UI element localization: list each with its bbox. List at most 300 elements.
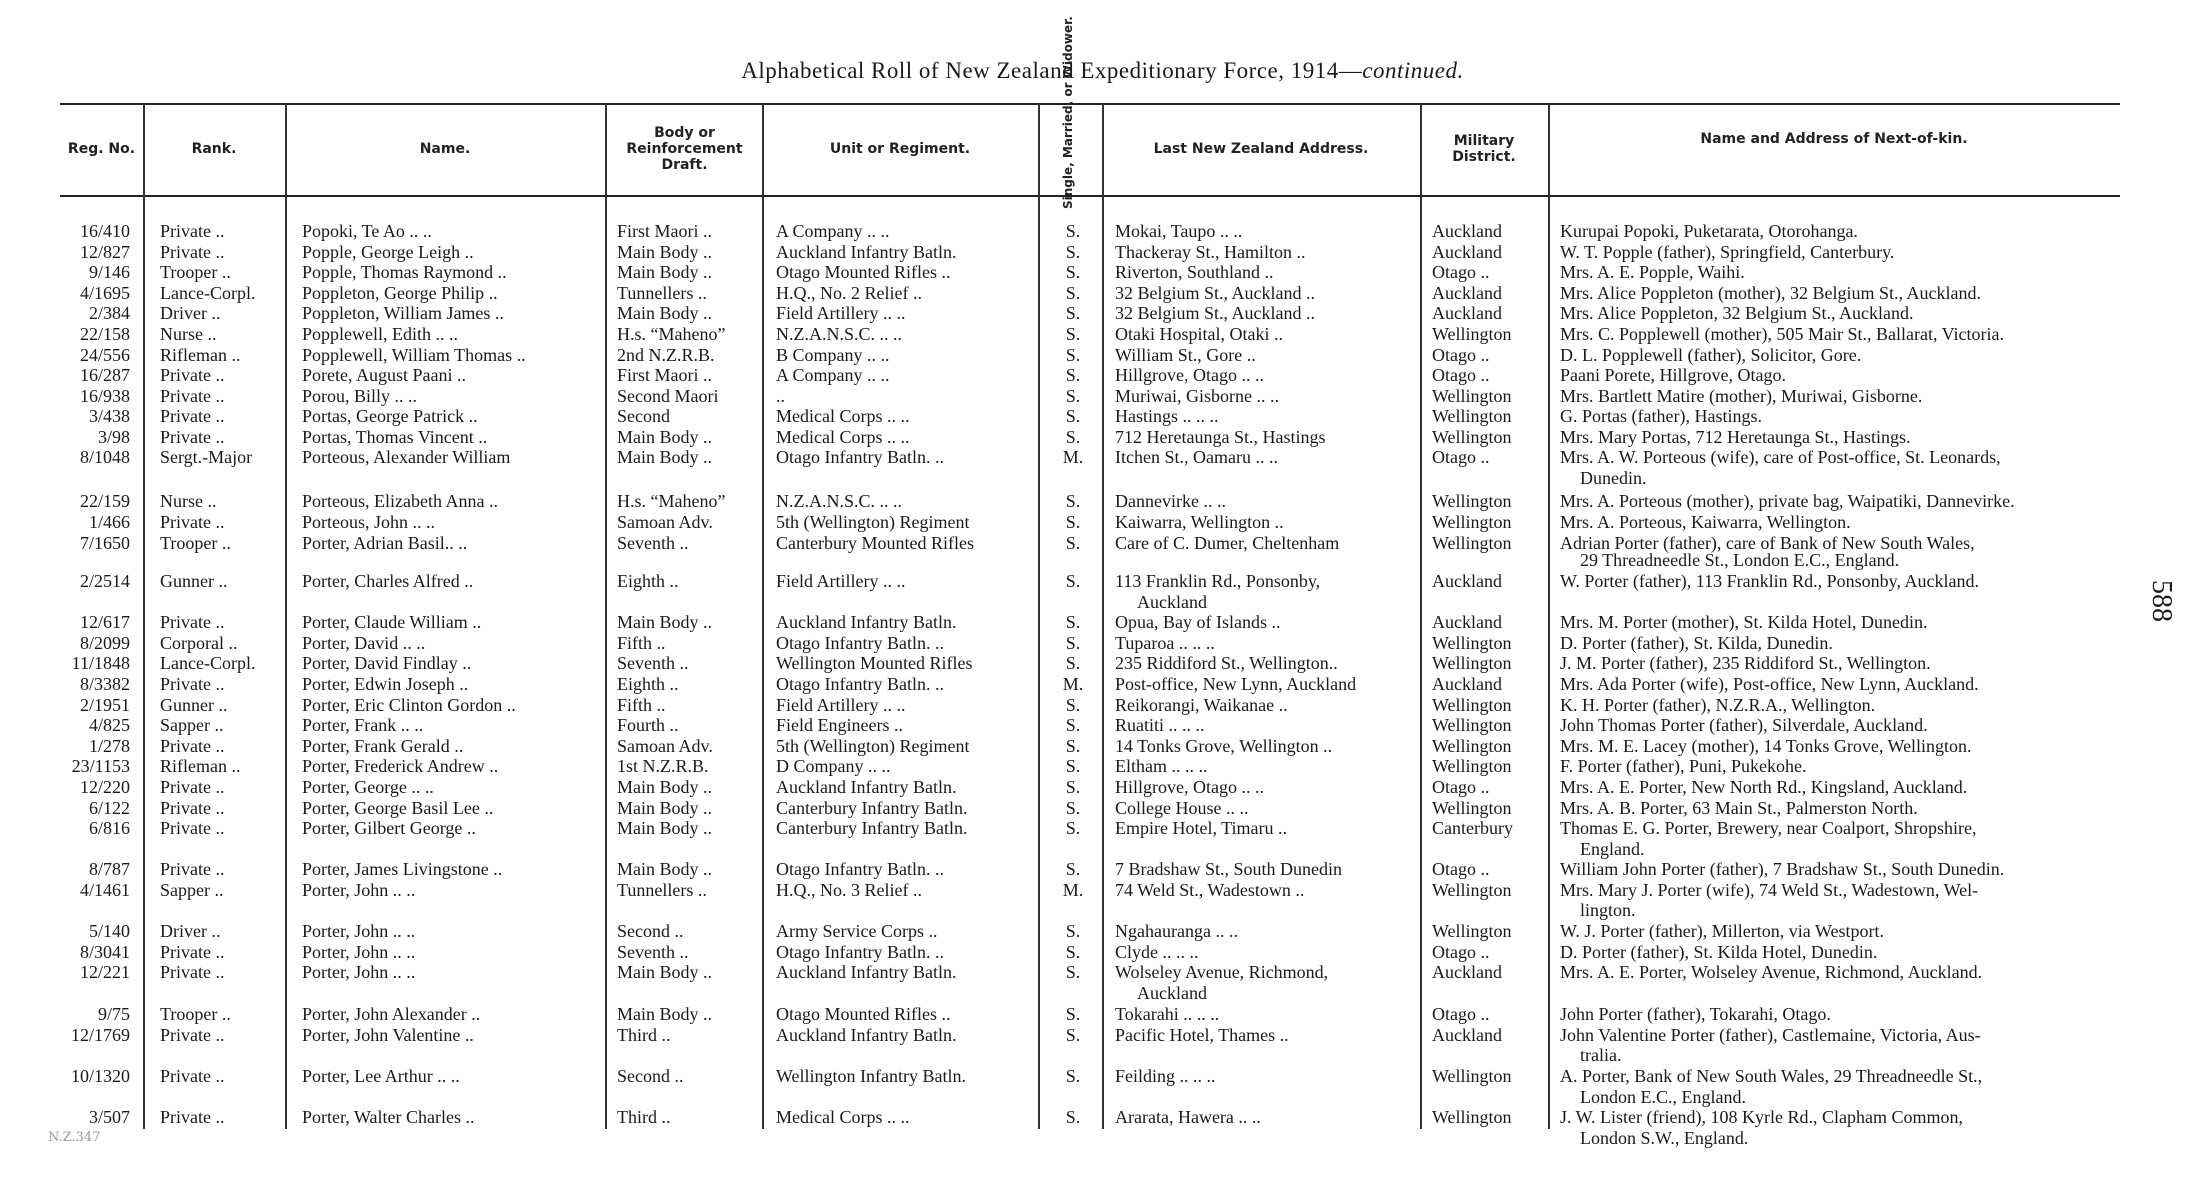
- cell-rank: Lance-Corpl.: [160, 653, 256, 673]
- cell-reg: 1/278: [88, 736, 130, 756]
- cell-rank: Rifleman ..: [160, 756, 241, 776]
- cell-unit: D Company .. ..: [776, 756, 891, 776]
- page-number: 588: [2146, 580, 2177, 622]
- cell-unit: Otago Mounted Rifles ..: [776, 1004, 951, 1024]
- cell-unit: Otago Infantry Batln. ..: [776, 942, 944, 962]
- cell-status: S.: [1065, 345, 1081, 365]
- cell-status: S.: [1065, 571, 1081, 591]
- cell-unit: H.Q., No. 2 Relief ..: [776, 283, 922, 303]
- cell-body: Fourth ..: [617, 715, 679, 735]
- cell-addr: Care of C. Dumer, Cheltenham: [1115, 533, 1340, 553]
- table-row: [0, 365, 2205, 385]
- cell-status: S.: [1065, 1025, 1081, 1045]
- cell-status: S.: [1065, 633, 1081, 653]
- cell-unit: Auckland Infantry Batln.: [776, 1025, 957, 1045]
- cell-body: H.s. “Maheno”: [617, 324, 726, 344]
- cell-addr: Eltham .. .. ..: [1115, 756, 1208, 776]
- cell-addr: Dannevirke .. ..: [1115, 491, 1226, 511]
- table-row: [0, 756, 2205, 776]
- cell-reg: 1/466: [88, 512, 130, 532]
- cell-name: Porteous, Elizabeth Anna ..: [302, 491, 498, 511]
- cell-mil: Wellington: [1432, 695, 1512, 715]
- cell-name: Popplewell, William Thomas ..: [302, 345, 526, 365]
- cell-addr: Otaki Hospital, Otaki ..: [1115, 324, 1283, 344]
- cell-addr: Tuparoa .. .. ..: [1115, 633, 1215, 653]
- cell-body: Samoan Adv.: [617, 512, 713, 532]
- table-row: [0, 447, 2205, 467]
- cell-mil: Otago ..: [1432, 262, 1490, 282]
- cell-kin: K. H. Porter (father), N.Z.R.A., Wellington.: [1560, 695, 1876, 715]
- cell-name: Popplewell, Edith .. ..: [302, 324, 458, 344]
- cell-rank: Private ..: [160, 818, 225, 838]
- table-row: [0, 427, 2205, 447]
- cell-kin: Mrs. Ada Porter (wife), Post-office, New Lynn, Auckland.: [1560, 674, 1979, 694]
- cell-status: S.: [1065, 491, 1081, 511]
- cell-rank: Driver ..: [160, 921, 221, 941]
- cell-reg: 12/220: [79, 777, 130, 797]
- cell-reg: 16/410: [79, 221, 130, 241]
- header-unit: Unit or Regiment.: [829, 141, 971, 157]
- cell-status: S.: [1065, 798, 1081, 818]
- cell-addr: 14 Tonks Grove, Wellington ..: [1115, 736, 1333, 756]
- cell-mil: Otago ..: [1432, 859, 1490, 879]
- cell-unit: Otago Mounted Rifles ..: [776, 262, 951, 282]
- cell-reg: 8/787: [88, 859, 130, 879]
- cell-kin: John Valentine Porter (father), Castlemaine, Victoria, Aus-: [1560, 1025, 1981, 1045]
- cell-mil: Auckland: [1432, 674, 1502, 694]
- cell-name: Porter, Eric Clinton Gordon ..: [302, 695, 516, 715]
- cell-name: Porter, John .. ..: [302, 942, 416, 962]
- cell-mil: Wellington: [1432, 324, 1512, 344]
- cell-reg: 2/2514: [79, 571, 130, 591]
- cell-name: Porter, Walter Charles ..: [302, 1107, 475, 1127]
- table-row: [0, 283, 2205, 303]
- cell-mil: Canterbury: [1432, 818, 1513, 838]
- cell-kin: John Thomas Porter (father), Silverdale, Auckland.: [1560, 715, 1928, 735]
- cell-kin: William John Porter (father), 7 Bradshaw St., South Dunedin.: [1560, 859, 2005, 879]
- cell-status: S.: [1065, 1004, 1081, 1024]
- cell-kin: Mrs. A. E. Porter, New North Rd., Kingsland, Auckland.: [1560, 777, 1968, 797]
- table-row: [0, 612, 2205, 632]
- cell-name: Porter, George Basil Lee ..: [302, 798, 494, 818]
- cell-kin: D. L. Popplewell (father), Solicitor, Gore.: [1560, 345, 1862, 365]
- cell-status: S.: [1065, 777, 1081, 797]
- cell-mil: Wellington: [1432, 512, 1512, 532]
- cell-reg: 6/122: [88, 798, 130, 818]
- cell-mil: Wellington: [1432, 736, 1512, 756]
- cell-reg: 3/98: [97, 427, 130, 447]
- cell-name: Porter, John .. ..: [302, 880, 416, 900]
- table-row: [0, 406, 2205, 426]
- cell-body: 1st N.Z.R.B.: [617, 756, 709, 776]
- cell-name: Porter, James Livingstone ..: [302, 859, 503, 879]
- header-reg-no: Reg. No.: [67, 141, 136, 157]
- cell-kin: D. Porter (father), St. Kilda Hotel, Dunedin.: [1560, 942, 1878, 962]
- cell-rank: Rifleman ..: [160, 345, 241, 365]
- cell-body: Second ..: [617, 921, 684, 941]
- cell-addr: 32 Belgium St., Auckland ..: [1115, 303, 1315, 323]
- cell-status: S.: [1065, 283, 1081, 303]
- cell-reg: 8/2099: [79, 633, 130, 653]
- cell-rank: Trooper ..: [160, 262, 231, 282]
- cell-addr: Kaiwarra, Wellington ..: [1115, 512, 1284, 532]
- cell-addr: Thackeray St., Hamilton ..: [1115, 242, 1306, 262]
- cell-unit: Canterbury Infantry Batln.: [776, 798, 968, 818]
- cell-unit: Medical Corps .. ..: [776, 1107, 910, 1127]
- cell-kin: D. Porter (father), St. Kilda, Dunedin.: [1560, 633, 1833, 653]
- cell-addr: William St., Gore ..: [1115, 345, 1256, 365]
- cell-reg: 12/221: [79, 962, 130, 982]
- cell-reg: 9/75: [97, 1004, 130, 1024]
- cell-rank: Nurse ..: [160, 324, 217, 344]
- cell-addr: Hillgrove, Otago .. ..: [1115, 777, 1264, 797]
- cell-name: Porteous, Alexander William: [302, 447, 511, 467]
- cell-mil: Wellington: [1432, 406, 1512, 426]
- cell-mil: Otago ..: [1432, 345, 1490, 365]
- cell-addr: Reikorangi, Waikanae ..: [1115, 695, 1288, 715]
- cell-body: Main Body ..: [617, 777, 713, 797]
- cell-addr: 74 Weld St., Wadestown ..: [1115, 880, 1305, 900]
- cell-name: Porter, Gilbert George ..: [302, 818, 476, 838]
- cell-status: S.: [1065, 715, 1081, 735]
- cell-kin: Mrs. A. B. Porter, 63 Main St., Palmerston North.: [1560, 798, 1918, 818]
- cell-unit: Wellington Mounted Rifles: [776, 653, 973, 673]
- cell-body: Tunnellers ..: [617, 880, 707, 900]
- cell-reg: 12/617: [79, 612, 130, 632]
- cell-status: S.: [1065, 962, 1081, 982]
- cell-reg: 2/384: [88, 303, 130, 323]
- cell-status: S.: [1065, 406, 1081, 426]
- cell-body: First Maori ..: [617, 221, 713, 241]
- cell-name: Popple, Thomas Raymond ..: [302, 262, 507, 282]
- cell-addr: 113 Franklin Rd., Ponsonby,: [1115, 571, 1321, 591]
- cell-status: S.: [1065, 324, 1081, 344]
- cell-kin: Mrs. Mary J. Porter (wife), 74 Weld St., Wadestown, Wel-: [1560, 880, 1979, 900]
- cell-addr: Empire Hotel, Timaru ..: [1115, 818, 1287, 838]
- cell-rank: Sapper ..: [160, 880, 224, 900]
- cell-unit: Auckland Infantry Batln.: [776, 612, 957, 632]
- cell-unit: Medical Corps .. ..: [776, 427, 910, 447]
- cell-name: Porter, John Valentine ..: [302, 1025, 474, 1045]
- cell-mil: Otago ..: [1432, 942, 1490, 962]
- cell-status: S.: [1065, 386, 1081, 406]
- cell-addr: Riverton, Southland ..: [1115, 262, 1274, 282]
- cell-body: First Maori ..: [617, 365, 713, 385]
- cell-kin: W. Porter (father), 113 Franklin Rd., Ponsonby, Auckland.: [1560, 571, 1979, 591]
- cell-body: Tunnellers ..: [617, 283, 707, 303]
- cell-rank: Private ..: [160, 612, 225, 632]
- cell-body: Main Body ..: [617, 798, 713, 818]
- cell-kin: John Porter (father), Tokarahi, Otago.: [1560, 1004, 1831, 1024]
- cell-kin: Mrs. A. E. Porter, Wolseley Avenue, Richmond, Auckland.: [1560, 962, 1983, 982]
- cell-addr: Feilding .. .. ..: [1115, 1066, 1216, 1086]
- cell-rank: Private ..: [160, 427, 225, 447]
- cell-mil: Auckland: [1432, 303, 1502, 323]
- cell-rank: Private ..: [160, 221, 225, 241]
- cell-reg: 22/158: [79, 324, 130, 344]
- cell-mil: Wellington: [1432, 880, 1512, 900]
- cell-rank: Private ..: [160, 512, 225, 532]
- cell-status: S.: [1065, 756, 1081, 776]
- cell-addr: Hillgrove, Otago .. ..: [1115, 365, 1264, 385]
- cell-body: Seventh ..: [617, 942, 689, 962]
- cell-addr: Ruatiti .. .. ..: [1115, 715, 1205, 735]
- cell-kin: Mrs. A. Porteous, Kaiwarra, Wellington.: [1560, 512, 1851, 532]
- table-row: [0, 221, 2205, 241]
- cell-body: Fifth ..: [617, 695, 666, 715]
- continuation-line: London S.W., England.: [1580, 1128, 1749, 1148]
- cell-addr: Muriwai, Gisborne .. ..: [1115, 386, 1279, 406]
- cell-addr: Hastings .. .. ..: [1115, 406, 1219, 426]
- cell-unit: Canterbury Mounted Rifles: [776, 533, 974, 553]
- cell-unit: Canterbury Infantry Batln.: [776, 818, 968, 838]
- cell-unit: Otago Infantry Batln. ..: [776, 633, 944, 653]
- cell-rank: Private ..: [160, 1107, 225, 1127]
- cell-body: Second ..: [617, 1066, 684, 1086]
- cell-status: S.: [1065, 695, 1081, 715]
- cell-addr: Mokai, Taupo .. ..: [1115, 221, 1243, 241]
- cell-addr: Wolseley Avenue, Richmond,: [1115, 962, 1329, 982]
- cell-unit: A Company .. ..: [776, 221, 890, 241]
- cell-kin: Mrs. C. Popplewell (mother), 505 Mair St., Ballarat, Victoria.: [1560, 324, 2005, 344]
- cell-kin: F. Porter (father), Puni, Pukekohe.: [1560, 756, 1807, 776]
- cell-body: Main Body ..: [617, 262, 713, 282]
- cell-name: Porter, Adrian Basil.. ..: [302, 533, 468, 553]
- cell-unit: B Company .. ..: [776, 345, 890, 365]
- cell-unit: N.Z.A.N.S.C. .. ..: [776, 491, 903, 511]
- cell-mil: Wellington: [1432, 1107, 1512, 1127]
- cell-rank: Private ..: [160, 365, 225, 385]
- cell-reg: 12/827: [79, 242, 130, 262]
- cell-addr: College House .. ..: [1115, 798, 1249, 818]
- cell-body: Main Body ..: [617, 818, 713, 838]
- cell-mil: Auckland: [1432, 242, 1502, 262]
- cell-rank: Private ..: [160, 859, 225, 879]
- cell-reg: 23/1153: [71, 756, 130, 776]
- cell-body: Main Body ..: [617, 427, 713, 447]
- table-row: [0, 653, 2205, 673]
- header-body-draft: Body or Reinforcement Draft.: [626, 125, 743, 173]
- cell-unit: Auckland Infantry Batln.: [776, 962, 957, 982]
- cell-kin: G. Portas (father), Hastings.: [1560, 406, 1762, 426]
- table-row: [0, 303, 2205, 323]
- cell-mil: Otago ..: [1432, 447, 1490, 467]
- cell-kin: A. Porter, Bank of New South Wales, 29 Threadneedle St.,: [1560, 1066, 1983, 1086]
- table-row: [0, 512, 2205, 532]
- cell-kin: W. T. Popple (father), Springfield, Canterbury.: [1560, 242, 1895, 262]
- table-row: [0, 880, 2205, 900]
- cell-body: Main Body ..: [617, 447, 713, 467]
- cell-status: S.: [1065, 242, 1081, 262]
- header-kin: Name and Address of Next-of-kin.: [1700, 131, 1968, 147]
- cell-body: Main Body ..: [617, 962, 713, 982]
- table-row: [0, 345, 2205, 365]
- cell-addr: 7 Bradshaw St., South Dunedin: [1115, 859, 1342, 879]
- cell-kin: Mrs. M. E. Lacey (mother), 14 Tonks Grove, Wellington.: [1560, 736, 1972, 756]
- cell-mil: Auckland: [1432, 571, 1502, 591]
- cell-kin: Mrs. A. W. Porteous (wife), care of Post-office, St. Leonards,: [1560, 447, 2001, 467]
- table-row: [0, 571, 2205, 591]
- cell-unit: Otago Infantry Batln. ..: [776, 447, 944, 467]
- cell-body: Third ..: [617, 1025, 671, 1045]
- cell-rank: Private ..: [160, 942, 225, 962]
- cell-status: S.: [1065, 427, 1081, 447]
- cell-mil: Auckland: [1432, 283, 1502, 303]
- cell-rank: Private ..: [160, 798, 225, 818]
- cell-name: Porter, John Alexander ..: [302, 1004, 481, 1024]
- table-row: [0, 491, 2205, 511]
- cell-mil: Wellington: [1432, 491, 1512, 511]
- cell-body: 2nd N.Z.R.B.: [617, 345, 715, 365]
- cell-status: S.: [1065, 859, 1081, 879]
- cell-body: Fifth ..: [617, 633, 666, 653]
- cell-reg: 2/1951: [79, 695, 130, 715]
- cell-kin: Adrian Porter (father), care of Bank of New South Wales,: [1560, 533, 1975, 553]
- cell-unit: Field Artillery .. ..: [776, 695, 906, 715]
- cell-addr: 712 Heretaunga St., Hastings: [1115, 427, 1326, 447]
- cell-status: S.: [1065, 533, 1081, 553]
- table-row: [0, 1066, 2205, 1086]
- cell-reg: 4/1695: [79, 283, 130, 303]
- cell-name: Porteous, John .. ..: [302, 512, 436, 532]
- cell-reg: 8/3041: [79, 942, 130, 962]
- cell-reg: 8/1048: [79, 447, 130, 467]
- cell-addr: 235 Riddiford St., Wellington..: [1115, 653, 1338, 673]
- cell-name: Poppleton, William James ..: [302, 303, 504, 323]
- cell-addr: Itchen St., Oamaru .. ..: [1115, 447, 1278, 467]
- cell-rank: Driver ..: [160, 303, 221, 323]
- cell-kin: Mrs. Alice Poppleton (mother), 32 Belgium St., Auckland.: [1560, 283, 1981, 303]
- cell-status: S.: [1065, 365, 1081, 385]
- cell-name: Popple, George Leigh ..: [302, 242, 474, 262]
- table-row: [0, 262, 2205, 282]
- cell-unit: Auckland Infantry Batln.: [776, 777, 957, 797]
- table-row: [0, 777, 2205, 797]
- cell-mil: Wellington: [1432, 533, 1512, 553]
- cell-addr: Opua, Bay of Islands ..: [1115, 612, 1281, 632]
- cell-reg: 5/140: [88, 921, 130, 941]
- cell-rank: Private ..: [160, 962, 225, 982]
- cell-status: M.: [1062, 880, 1084, 900]
- archive-stamp: N.Z.347: [48, 1130, 101, 1145]
- cell-rank: Private ..: [160, 736, 225, 756]
- cell-mil: Wellington: [1432, 653, 1512, 673]
- cell-name: Porter, Edwin Joseph ..: [302, 674, 469, 694]
- cell-body: Eighth ..: [617, 674, 679, 694]
- cell-name: Porter, John .. ..: [302, 962, 416, 982]
- cell-unit: N.Z.A.N.S.C. .. ..: [776, 324, 903, 344]
- cell-kin: Mrs. M. Porter (mother), St. Kilda Hotel, Dunedin.: [1560, 612, 1928, 632]
- header-military: Military District.: [1452, 133, 1516, 165]
- cell-unit: 5th (Wellington) Regiment: [776, 512, 970, 532]
- cell-unit: Field Engineers ..: [776, 715, 903, 735]
- cell-reg: 11/1848: [71, 653, 130, 673]
- header-status: Single, Married, or Widower.: [1061, 16, 1075, 209]
- cell-rank: Private ..: [160, 777, 225, 797]
- cell-status: S.: [1065, 1066, 1081, 1086]
- cell-addr: Ararata, Hawera .. ..: [1115, 1107, 1261, 1127]
- cell-unit: Army Service Corps ..: [776, 921, 938, 941]
- cell-mil: Auckland: [1432, 962, 1502, 982]
- cell-reg: 24/556: [79, 345, 130, 365]
- cell-reg: 16/938: [79, 386, 130, 406]
- cell-unit: Auckland Infantry Batln.: [776, 242, 957, 262]
- cell-body: Second Maori: [617, 386, 719, 406]
- cell-name: Poppleton, George Philip ..: [302, 283, 498, 303]
- cell-kin: Mrs. A. Porteous (mother), private bag, Waipatiki, Dannevirke.: [1560, 491, 2015, 511]
- cell-mil: Otago ..: [1432, 1004, 1490, 1024]
- cell-mil: Wellington: [1432, 756, 1512, 776]
- cell-reg: 8/3382: [79, 674, 130, 694]
- table-row: [0, 674, 2205, 694]
- cell-kin: J. M. Porter (father), 235 Riddiford St., Wellington.: [1560, 653, 1931, 673]
- continuation-line: Auckland: [1137, 592, 1207, 612]
- cell-name: Porete, August Paani ..: [302, 365, 466, 385]
- cell-mil: Otago ..: [1432, 365, 1490, 385]
- cell-mil: Auckland: [1432, 612, 1502, 632]
- continuation-line: lington.: [1580, 900, 1636, 920]
- cell-status: S.: [1065, 262, 1081, 282]
- table-row: [0, 798, 2205, 818]
- cell-status: S.: [1065, 1107, 1081, 1127]
- cell-rank: Sergt.-Major: [160, 447, 253, 467]
- cell-status: M.: [1062, 447, 1084, 467]
- continuation-line: tralia.: [1580, 1045, 1622, 1065]
- table-row: [0, 324, 2205, 344]
- continuation-line: England.: [1580, 839, 1645, 859]
- cell-rank: Private ..: [160, 406, 225, 426]
- continuation-line: London E.C., England.: [1580, 1087, 1746, 1107]
- cell-kin: Thomas E. G. Porter, Brewery, near Coalport, Shropshire,: [1560, 818, 1977, 838]
- cell-body: Seventh ..: [617, 653, 689, 673]
- cell-body: Main Body ..: [617, 612, 713, 632]
- cell-reg: 3/438: [88, 406, 130, 426]
- cell-rank: Trooper ..: [160, 1004, 231, 1024]
- cell-rank: Sapper ..: [160, 715, 224, 735]
- cell-body: H.s. “Maheno”: [617, 491, 726, 511]
- cell-unit: Medical Corps .. ..: [776, 406, 910, 426]
- cell-body: Second: [617, 406, 670, 426]
- table-row: [0, 1025, 2205, 1045]
- cell-mil: Wellington: [1432, 633, 1512, 653]
- cell-unit: Field Artillery .. ..: [776, 303, 906, 323]
- cell-mil: Wellington: [1432, 715, 1512, 735]
- cell-kin: Mrs. A. E. Popple, Waihi.: [1560, 262, 1745, 282]
- cell-name: Porter, Frank Gerald ..: [302, 736, 464, 756]
- cell-addr: 32 Belgium St., Auckland ..: [1115, 283, 1315, 303]
- cell-rank: Trooper ..: [160, 533, 231, 553]
- cell-kin: Mrs. Bartlett Matire (mother), Muriwai, Gisborne.: [1560, 386, 1923, 406]
- table-row: [0, 633, 2205, 653]
- cell-body: Third ..: [617, 1107, 671, 1127]
- cell-name: Porter, David Findlay ..: [302, 653, 472, 673]
- cell-mil: Wellington: [1432, 386, 1512, 406]
- cell-unit: Field Artillery .. ..: [776, 571, 906, 591]
- cell-name: Popoki, Te Ao .. ..: [302, 221, 432, 241]
- cell-mil: Auckland: [1432, 1025, 1502, 1045]
- cell-body: Main Body ..: [617, 303, 713, 323]
- cell-name: Porter, David .. ..: [302, 633, 426, 653]
- cell-unit: A Company .. ..: [776, 365, 890, 385]
- cell-name: Portas, Thomas Vincent ..: [302, 427, 488, 447]
- cell-reg: 12/1769: [70, 1025, 130, 1045]
- table-row: [0, 818, 2205, 838]
- cell-status: S.: [1065, 303, 1081, 323]
- cell-rank: Private ..: [160, 386, 225, 406]
- cell-rank: Gunner ..: [160, 695, 228, 715]
- cell-mil: Wellington: [1432, 1066, 1512, 1086]
- header-name: Name.: [419, 141, 471, 157]
